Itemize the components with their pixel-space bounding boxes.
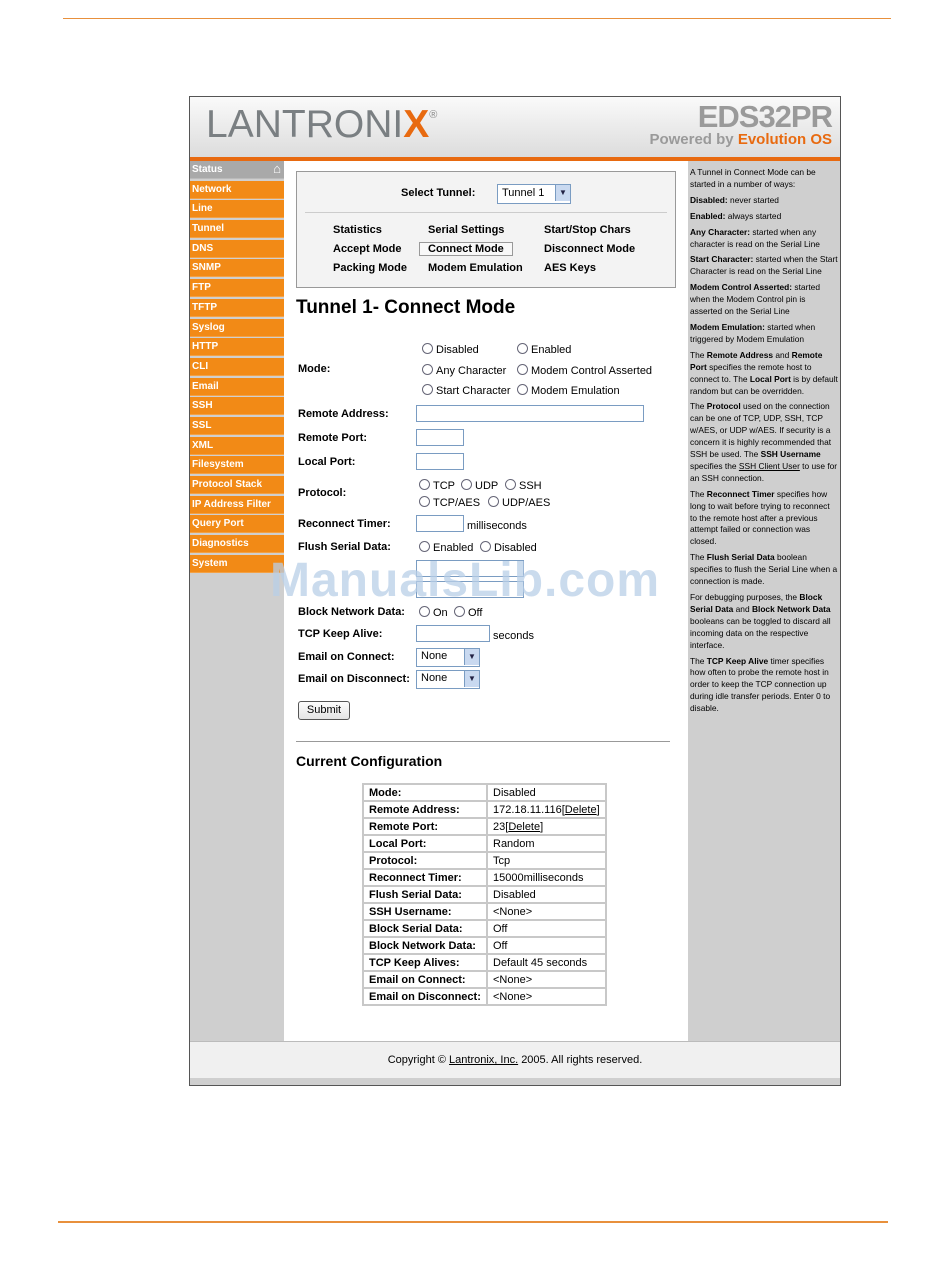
config-key: SSH Username: — [363, 903, 487, 920]
sidebar-item-label: Tunnel — [192, 223, 225, 235]
table-row — [363, 869, 606, 886]
config-value: 23[Delete] — [487, 818, 606, 835]
config-value: Disabled — [487, 886, 606, 903]
sidebar-item-http[interactable] — [190, 338, 284, 356]
config-key: Protocol: — [363, 852, 487, 869]
sidebar-item-xml[interactable] — [190, 437, 284, 455]
table-row — [363, 971, 606, 988]
config-value: 15000milliseconds — [487, 869, 606, 886]
sidebar-item-label: CLI — [192, 360, 209, 372]
mode-enabled-radio[interactable]: Enabled — [517, 343, 571, 356]
sidebar-item-query-port[interactable] — [190, 515, 284, 533]
powered-by: Powered by Evolution OS — [649, 131, 832, 148]
divider — [296, 741, 670, 742]
table-row — [363, 852, 606, 869]
sidebar-item-label: SSL — [192, 419, 212, 431]
config-key: Local Port: — [363, 835, 487, 852]
config-key: Block Serial Data: — [363, 920, 487, 937]
table-row — [363, 784, 606, 801]
config-value: Disabled — [487, 784, 606, 801]
table-row — [363, 988, 606, 1005]
copyright: Copyright © Lantronix, Inc. 2005. All rights reserved. — [387, 1054, 643, 1066]
table-row — [363, 937, 606, 954]
protocol-label: Protocol: — [298, 487, 347, 499]
sidebar-item-network[interactable] — [190, 181, 284, 199]
table-row — [363, 903, 606, 920]
sidebar-item-protocol-stack[interactable] — [190, 476, 284, 494]
flush-disabled-radio[interactable]: Disabled — [480, 541, 537, 554]
milliseconds-unit: milliseconds — [467, 520, 527, 532]
watermark: ManualsLib.com — [270, 554, 661, 607]
tab-start-stop-chars[interactable]: Start/Stop Chars — [544, 224, 631, 236]
radio-icon — [422, 364, 433, 375]
radio-icon — [488, 496, 499, 507]
sidebar-item-cli[interactable] — [190, 358, 284, 376]
divider — [305, 212, 667, 213]
delete-link[interactable]: Delete — [564, 803, 597, 816]
tab-packing-mode[interactable]: Packing Mode — [333, 262, 407, 274]
sidebar-item-ip-address-filter[interactable] — [190, 496, 284, 514]
sidebar-item-label: Diagnostics — [192, 538, 249, 550]
sidebar-item-label: HTTP — [192, 341, 219, 353]
current-config-title: Current Configuration — [296, 753, 443, 769]
chevron-down-icon: ▼ — [464, 649, 479, 665]
flush-serial-label: Flush Serial Data: — [298, 541, 391, 553]
reconnect-timer-label: Reconnect Timer: — [298, 518, 391, 530]
sidebar-item-syslog[interactable] — [190, 319, 284, 337]
protocol-ssh-radio[interactable]: SSH — [505, 479, 542, 492]
tcp-keep-alive-input[interactable] — [416, 625, 490, 642]
sidebar-item-label: XML — [192, 439, 214, 451]
help-panel — [688, 161, 840, 719]
email-connect-label: Email on Connect: — [298, 651, 395, 663]
tab-accept-mode[interactable]: Accept Mode — [333, 243, 402, 255]
config-value: Off — [487, 920, 606, 937]
product-name: EDS32PR — [697, 99, 832, 134]
table-row — [363, 818, 606, 835]
seconds-unit: seconds — [493, 630, 534, 642]
config-key: TCP Keep Alives: — [363, 954, 487, 971]
sidebar-item-email[interactable] — [190, 378, 284, 396]
help-paragraph: For debugging purposes, the Block Serial Data and Block Network Data booleans can be toggled to discard all incoming data on the respective interface. — [690, 592, 831, 650]
footer — [190, 1041, 840, 1078]
sidebar-item-ftp[interactable] — [190, 279, 284, 297]
tunnel-selector-panel — [296, 171, 676, 288]
radio-icon — [517, 343, 528, 354]
sidebar-item-label: System — [192, 557, 228, 569]
mode-any-character-radio[interactable]: Any Character — [422, 364, 506, 377]
header — [190, 97, 840, 157]
ssh-client-user-link[interactable]: SSH Client User — [738, 460, 800, 471]
config-value: Random — [487, 835, 606, 852]
table-row — [363, 801, 606, 818]
help-paragraph: The TCP Keep Alive timer specifies how often to probe the remote host in order to keep the TCP connection up during idle transfer periods. Enter 0 to disable. — [690, 655, 831, 714]
config-value: <None> — [487, 971, 606, 988]
help-paragraph: Disabled: never started — [690, 194, 779, 205]
sidebar-item-label: SNMP — [192, 262, 221, 274]
radio-icon — [419, 496, 430, 507]
tab-statistics[interactable]: Statistics — [333, 224, 382, 236]
page-title: Tunnel 1- Connect Mode — [296, 297, 516, 318]
remote-address-input[interactable] — [416, 405, 644, 422]
mode-label: Mode: — [298, 363, 331, 375]
config-key: Remote Port: — [363, 818, 487, 835]
remote-port-input[interactable] — [416, 429, 464, 446]
config-key: Flush Serial Data: — [363, 886, 487, 903]
sidebar-item-label: Query Port — [192, 518, 244, 530]
radio-icon — [517, 384, 528, 395]
select-tunnel-label: Select Tunnel: — [401, 187, 476, 199]
tab-aes-keys[interactable]: AES Keys — [544, 262, 596, 274]
sidebar-item-label: DNS — [192, 242, 214, 254]
sidebar-item-label: Network — [192, 183, 232, 195]
table-row — [363, 954, 606, 971]
radio-icon — [422, 384, 433, 395]
mode-start-character-radio[interactable]: Start Character — [422, 384, 511, 397]
radio-icon — [480, 541, 491, 552]
sidebar-item-label: Status — [192, 164, 223, 175]
sidebar-item-tunnel[interactable] — [190, 220, 284, 238]
local-port-input[interactable] — [416, 453, 464, 470]
lantronix-logo: LANTRONIX® — [206, 103, 438, 146]
email-disconnect-dropdown[interactable]: None ▼ — [416, 670, 480, 689]
sidebar-item-label: Syslog — [192, 321, 225, 333]
block-network-on-radio[interactable]: On — [419, 606, 448, 619]
delete-link[interactable]: Delete — [508, 820, 541, 833]
tab-modem-emulation[interactable]: Modem Emulation — [428, 262, 523, 274]
config-value: Off — [487, 937, 606, 954]
sidebar-item-label: FTP — [192, 282, 211, 294]
help-paragraph: Enabled: always started — [690, 210, 782, 221]
help-paragraph: Modem Control Asserted: started when the Modem Control pin is asserted on the Serial Line — [690, 282, 820, 317]
sidebar-item-label: SSH — [192, 400, 213, 412]
protocol-tcp-aes-radio[interactable]: TCP/AES — [419, 496, 480, 509]
chevron-down-icon: ▼ — [464, 671, 479, 687]
help-paragraph: Any Character: started when any character is read on the Serial Line — [690, 226, 820, 249]
sidebar-item-line[interactable] — [190, 200, 284, 218]
config-value: 172.18.11.116[Delete] — [487, 801, 606, 818]
sidebar-item-snmp[interactable] — [190, 259, 284, 277]
sidebar-item-ssh[interactable] — [190, 397, 284, 415]
sidebar-item-filesystem[interactable] — [190, 456, 284, 474]
help-paragraph: A Tunnel in Connect Mode can be started in a number of ways: — [690, 167, 816, 189]
help-paragraph: The Flush Serial Data boolean specifies to flush the Serial Line when a connection is made. — [690, 552, 838, 587]
protocol-tcp-radio[interactable]: TCP — [419, 479, 455, 492]
sidebar-item-dns[interactable] — [190, 240, 284, 258]
submit-button[interactable]: Submit — [298, 701, 350, 720]
config-key: Mode: — [363, 784, 487, 801]
tcp-keep-alive-label: TCP Keep Alive: — [298, 628, 383, 640]
tunnel-dropdown[interactable]: Tunnel 1 ▼ — [497, 184, 571, 204]
block-network-off-radio[interactable]: Off — [454, 606, 482, 619]
sidebar-item-label: Line — [192, 203, 213, 215]
table-row — [363, 886, 606, 903]
help-paragraph: Modem Emulation: started when triggered by Modem Emulation — [690, 321, 816, 344]
email-disconnect-label: Email on Disconnect: — [298, 673, 410, 685]
config-key: Email on Disconnect: — [363, 988, 487, 1005]
radio-icon — [422, 343, 433, 354]
page-bottom-rule — [58, 1221, 888, 1223]
config-value: <None> — [487, 903, 606, 920]
help-paragraph: The Protocol used on the connection can be one of TCP, UDP, SSH, TCP w/AES, or UDP w/AES. If security is a concern it is highly recommended that SSH be used. The SSH Username specifies the SSH Client User to use for an SSH connection. — [690, 401, 838, 483]
sidebar-item-label: Protocol Stack — [192, 479, 263, 490]
mode-disabled-radio[interactable]: Disabled — [422, 343, 479, 356]
remote-address-label: Remote Address: — [298, 408, 389, 420]
sidebar-item-diagnostics[interactable] — [190, 535, 284, 553]
current-config-table — [362, 783, 607, 1006]
chevron-down-icon: ▼ — [555, 185, 570, 201]
radio-icon — [419, 541, 430, 552]
protocol-udp-aes-radio[interactable]: UDP/AES — [488, 496, 550, 509]
mode-modem-emulation-radio[interactable]: Modem Emulation — [517, 384, 620, 397]
sidebar-item-label: IP Address Filter — [192, 498, 271, 510]
config-value: <None> — [487, 988, 606, 1005]
config-key: Email on Connect: — [363, 971, 487, 988]
help-paragraph: The Remote Address and Remote Port specifies the remote host to connect to. The Local Port is by default random but can be overridden. — [690, 349, 838, 396]
config-value: Tcp — [487, 852, 606, 869]
radio-icon — [505, 479, 516, 490]
reconnect-timer-input[interactable] — [416, 515, 464, 532]
tab-serial-settings[interactable]: Serial Settings — [428, 224, 505, 236]
tab-connect-mode[interactable]: Connect Mode — [419, 242, 513, 256]
config-key: Reconnect Timer: — [363, 869, 487, 886]
config-value: Default 45 seconds — [487, 954, 606, 971]
config-key: Remote Address: — [363, 801, 487, 818]
home-icon[interactable]: ⌂ — [273, 161, 281, 176]
email-connect-dropdown[interactable]: None ▼ — [416, 648, 480, 667]
sidebar-item-label: TFTP — [192, 301, 217, 313]
radio-icon — [461, 479, 472, 490]
sidebar-item-label: Filesystem — [192, 459, 244, 471]
radio-icon — [419, 479, 430, 490]
page-top-rule — [63, 18, 891, 19]
table-row — [363, 920, 606, 937]
lantronix-link[interactable]: Lantronix, Inc. — [449, 1054, 519, 1066]
help-paragraph: The Reconnect Timer specifies how long to wait before trying to reconnect to the remote host after a previous attempt failed or connection was closed. — [690, 488, 830, 547]
sidebar-item-ssl[interactable] — [190, 417, 284, 435]
sidebar-item-status[interactable] — [190, 161, 284, 179]
mode-modem-control-radio[interactable]: Modem Control Asserted — [517, 364, 652, 377]
block-network-label: Block Network Data: — [298, 606, 405, 618]
local-port-label: Local Port: — [298, 456, 356, 468]
table-row — [363, 835, 606, 852]
tab-disconnect-mode[interactable]: Disconnect Mode — [544, 243, 636, 255]
protocol-udp-radio[interactable]: UDP — [461, 479, 498, 492]
config-key: Block Network Data: — [363, 937, 487, 954]
sidebar-item-tftp[interactable] — [190, 299, 284, 317]
flush-enabled-radio[interactable]: Enabled — [419, 541, 473, 554]
sidebar-item-label: Email — [192, 380, 219, 392]
remote-port-label: Remote Port: — [298, 432, 368, 444]
sidebar-nav — [190, 161, 284, 574]
radio-icon — [517, 364, 528, 375]
help-paragraph: Start Character: started when the Start Character is read on the Serial Line — [690, 254, 838, 277]
